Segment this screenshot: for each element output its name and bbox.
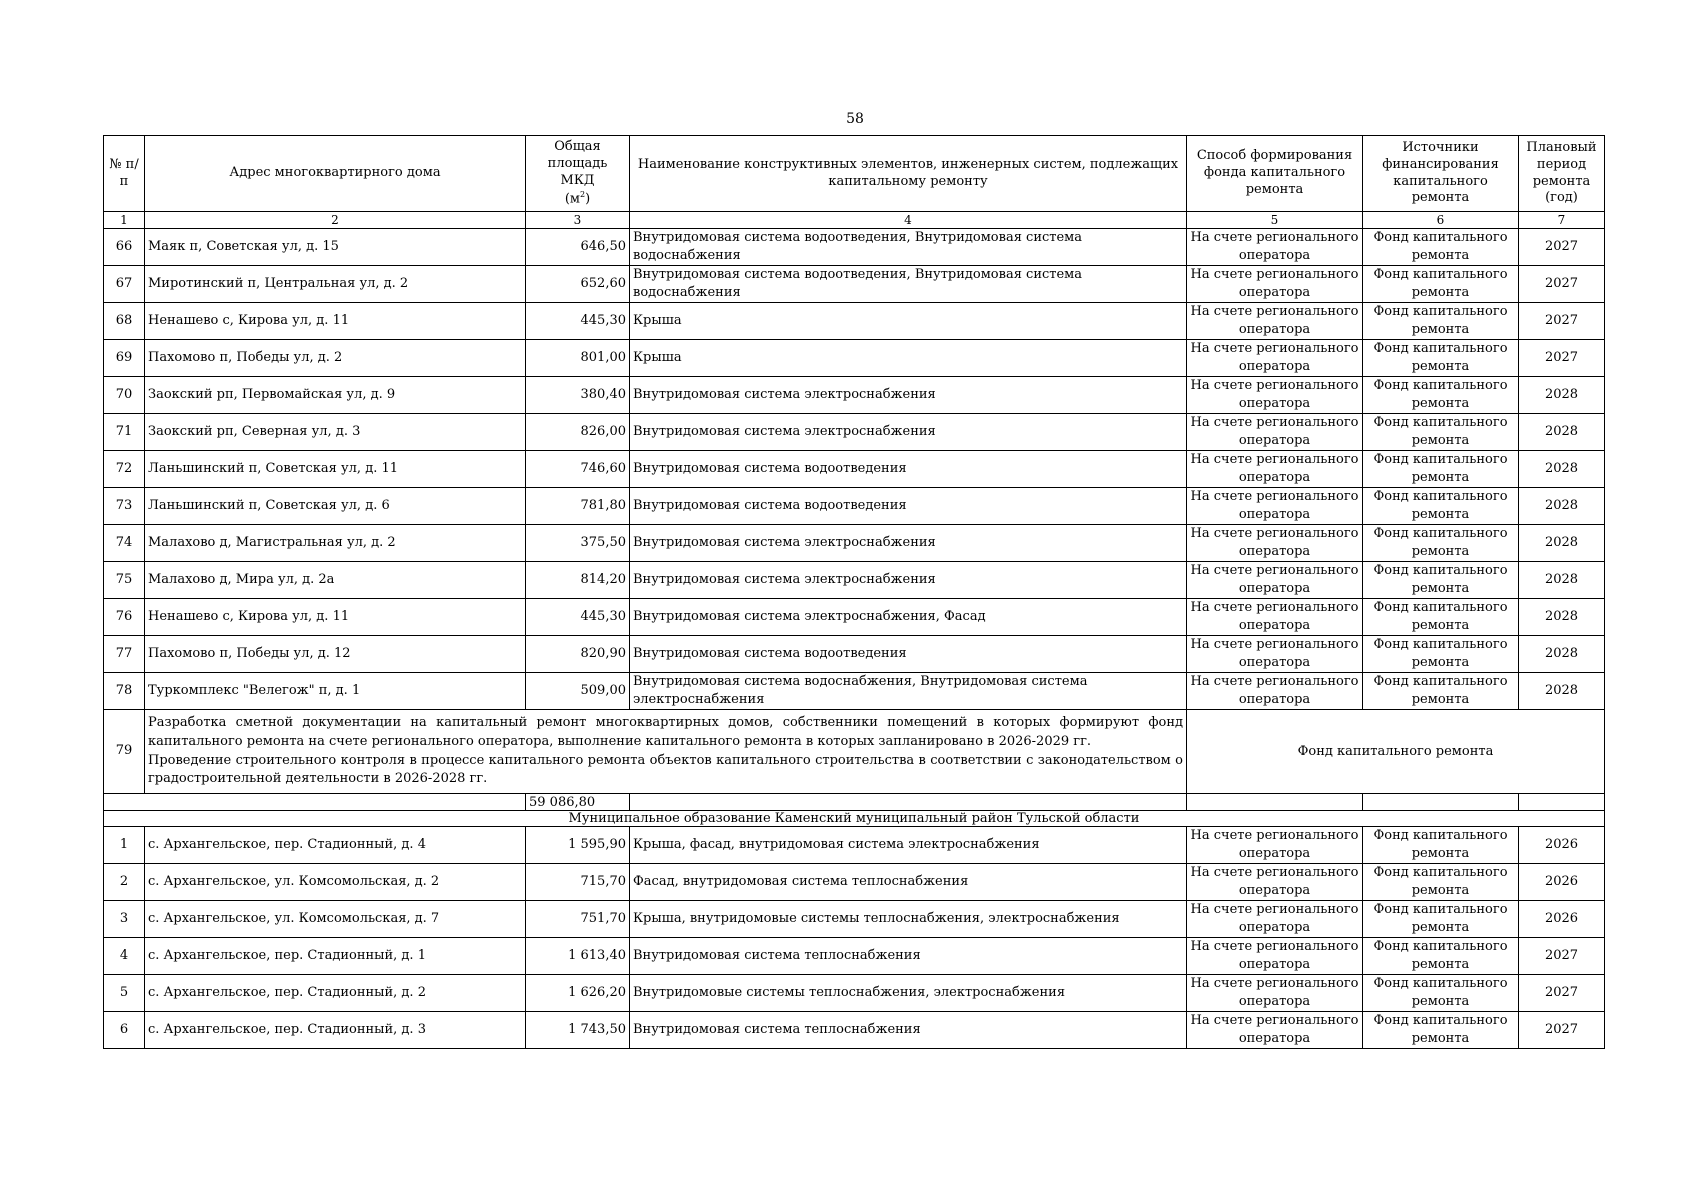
row-elements: Крыша, внутридомовые системы теплоснабжения, электроснабжения	[630, 901, 1187, 938]
header-address: Адрес многоквартирного дома	[145, 136, 526, 212]
row-area: 646,50	[526, 229, 630, 266]
row-fund-method: На счете регионального оператора	[1187, 1012, 1363, 1049]
table-row	[104, 636, 1605, 673]
row-fund-method: На счете регионального оператора	[1187, 599, 1363, 636]
row-number: 74	[104, 525, 145, 562]
row-fund-method: На счете регионального оператора	[1187, 525, 1363, 562]
header-num: № п/п	[104, 136, 145, 212]
row-number: 5	[104, 975, 145, 1012]
row-number: 73	[104, 488, 145, 525]
row-address: с. Архангельское, пер. Стадионный, д. 3	[145, 1012, 526, 1049]
row-address: Заокский рп, Первомайская ул, д. 9	[145, 377, 526, 414]
table-row	[104, 901, 1605, 938]
row79-text-2: Проведение строительного контроля в процессе капитального ремонта объектов капитального строительства в соответствии с законодательством о градостроительной деятельности в 2026-2028 гг.	[148, 752, 1183, 787]
row-elements: Внутридомовая система водоотведения	[630, 451, 1187, 488]
repair-register-table	[103, 135, 1605, 1049]
row-elements: Внутридомовые системы теплоснабжения, электроснабжения	[630, 975, 1187, 1012]
row-number: 75	[104, 562, 145, 599]
column-number: 2	[145, 212, 526, 229]
row-year: 2028	[1519, 414, 1605, 451]
header-period: Плановый период ремонта (год)	[1519, 136, 1605, 212]
page-number: 58	[846, 111, 864, 127]
row-funding-source: Фонд капитального ремонта	[1363, 414, 1519, 451]
row-number: 77	[104, 636, 145, 673]
row-number: 2	[104, 864, 145, 901]
row-number: 72	[104, 451, 145, 488]
row-fund-method: На счете регионального оператора	[1187, 975, 1363, 1012]
row-year: 2027	[1519, 938, 1605, 975]
row-number: 1	[104, 827, 145, 864]
row-funding-source: Фонд капитального ремонта	[1363, 827, 1519, 864]
row-year: 2027	[1519, 340, 1605, 377]
row-number: 3	[104, 901, 145, 938]
row-address: Ланьшинский п, Советская ул, д. 11	[145, 451, 526, 488]
row-fund-method: На счете регионального оператора	[1187, 377, 1363, 414]
table-row	[104, 975, 1605, 1012]
table-row	[104, 525, 1605, 562]
row-year: 2028	[1519, 525, 1605, 562]
row-address: Ненашево с, Кирова ул, д. 11	[145, 599, 526, 636]
row-area: 1 626,20	[526, 975, 630, 1012]
row-funding-source: Фонд капитального ремонта	[1363, 340, 1519, 377]
header-area	[526, 136, 630, 212]
table-row	[104, 827, 1605, 864]
row-fund-method: На счете регионального оператора	[1187, 636, 1363, 673]
row79-text-1: Разработка сметной документации на капитальный ремонт многоквартирных домов, собственники помещений в которых формируют фонд капитального ремонта на счете регионального оператора, выполнение капитального ремонта в которых запланировано в 2026-2029 гг.	[148, 714, 1183, 749]
row-area: 781,80	[526, 488, 630, 525]
row-elements: Крыша	[630, 303, 1187, 340]
row-number: 76	[104, 599, 145, 636]
row-address: с. Архангельское, ул. Комсомольская, д. 2	[145, 864, 526, 901]
row-year: 2027	[1519, 1012, 1605, 1049]
row-address: с. Архангельское, пер. Стадионный, д. 2	[145, 975, 526, 1012]
row-address: Малахово д, Магистральная ул, д. 2	[145, 525, 526, 562]
row-elements: Внутридомовая система электроснабжения	[630, 525, 1187, 562]
row-area: 1 613,40	[526, 938, 630, 975]
row-elements: Внутридомовая система водоотведения	[630, 636, 1187, 673]
total-empty	[1187, 794, 1363, 811]
row-year: 2028	[1519, 488, 1605, 525]
row-elements: Внутридомовая система водоснабжения, Внутридомовая система электроснабжения	[630, 673, 1187, 710]
column-number: 3	[526, 212, 630, 229]
row-address: Маяк п, Советская ул, д. 15	[145, 229, 526, 266]
row-address: Заокский рп, Северная ул, д. 3	[145, 414, 526, 451]
row-elements: Крыша	[630, 340, 1187, 377]
row-funding-source: Фонд капитального ремонта	[1363, 303, 1519, 340]
row-fund-method: На счете регионального оператора	[1187, 303, 1363, 340]
row-area: 445,30	[526, 303, 630, 340]
row-funding-source: Фонд капитального ремонта	[1363, 266, 1519, 303]
row-year: 2027	[1519, 229, 1605, 266]
table-row	[104, 864, 1605, 901]
table-row	[104, 938, 1605, 975]
table-row	[104, 488, 1605, 525]
row-area: 380,40	[526, 377, 630, 414]
row-funding-source: Фонд капитального ремонта	[1363, 975, 1519, 1012]
row-area: 1 595,90	[526, 827, 630, 864]
row-year: 2028	[1519, 562, 1605, 599]
row-address: Миротинский п, Центральная ул, д. 2	[145, 266, 526, 303]
row-address: Пахомово п, Победы ул, д. 2	[145, 340, 526, 377]
row-area: 820,90	[526, 636, 630, 673]
row-address: с. Архангельское, пер. Стадионный, д. 4	[145, 827, 526, 864]
row-funding-source: Фонд капитального ремонта	[1363, 562, 1519, 599]
row-area: 715,70	[526, 864, 630, 901]
row-area: 375,50	[526, 525, 630, 562]
row-elements: Внутридомовая система водоотведения, Внутридомовая система водоснабжения	[630, 266, 1187, 303]
row-elements: Внутридомовая система водоотведения	[630, 488, 1187, 525]
row-year: 2026	[1519, 901, 1605, 938]
table-row	[104, 673, 1605, 710]
row-funding-source: Фонд капитального ремонта	[1363, 525, 1519, 562]
row-number: 71	[104, 414, 145, 451]
column-number: 6	[1363, 212, 1519, 229]
row-number: 66	[104, 229, 145, 266]
row-address: Туркомплекс "Велегож" п, д. 1	[145, 673, 526, 710]
row-address: Ланьшинский п, Советская ул, д. 6	[145, 488, 526, 525]
row-elements: Внутридомовая система электроснабжения, Фасад	[630, 599, 1187, 636]
row-number: 69	[104, 340, 145, 377]
row-fund-method: На счете регионального оператора	[1187, 414, 1363, 451]
row-area: 445,30	[526, 599, 630, 636]
row-year: 2026	[1519, 864, 1605, 901]
table-row	[104, 229, 1605, 266]
table-row	[104, 562, 1605, 599]
header-fund: Способ формирования фонда капитального ремонта	[1187, 136, 1363, 212]
table-row-79	[104, 710, 1605, 794]
municipality-heading: Муниципальное образование Каменский муниципальный район Тульской области	[104, 811, 1605, 827]
row-fund-method: На счете регионального оператора	[1187, 901, 1363, 938]
row-funding-source: Фонд капитального ремонта	[1363, 1012, 1519, 1049]
row-number: 78	[104, 673, 145, 710]
row-funding-source: Фонд капитального ремонта	[1363, 599, 1519, 636]
header-area-unit-sup: 2	[580, 189, 586, 199]
table-row	[104, 414, 1605, 451]
row-elements: Внутридомовая система водоотведения, Внутридомовая система водоснабжения	[630, 229, 1187, 266]
column-number: 5	[1187, 212, 1363, 229]
row-elements: Крыша, фасад, внутридомовая система электроснабжения	[630, 827, 1187, 864]
row-funding-source: Фонд капитального ремонта	[1363, 229, 1519, 266]
row-fund-method: На счете регионального оператора	[1187, 827, 1363, 864]
row-number: 6	[104, 1012, 145, 1049]
municipality-row	[104, 811, 1605, 827]
row-funding-source: Фонд капитального ремонта	[1363, 938, 1519, 975]
row-year: 2028	[1519, 377, 1605, 414]
table-row	[104, 266, 1605, 303]
header-area-line2: площадь МКД	[547, 155, 608, 188]
row-year: 2028	[1519, 599, 1605, 636]
column-number: 4	[630, 212, 1187, 229]
row-address: с. Архангельское, ул. Комсомольская, д. 7	[145, 901, 526, 938]
row79-description	[145, 710, 1187, 794]
header-area-unit-open: (м	[564, 191, 580, 207]
row-number: 68	[104, 303, 145, 340]
row-number: 4	[104, 938, 145, 975]
column-number: 7	[1519, 212, 1605, 229]
row-address: с. Архангельское, пер. Стадионный, д. 1	[145, 938, 526, 975]
row-fund-method: На счете регионального оператора	[1187, 340, 1363, 377]
total-empty	[1519, 794, 1605, 811]
row-area: 746,60	[526, 451, 630, 488]
total-area: 59 086,80	[526, 794, 630, 811]
row-area: 801,00	[526, 340, 630, 377]
table-row	[104, 451, 1605, 488]
row-area: 652,60	[526, 266, 630, 303]
row-year: 2027	[1519, 303, 1605, 340]
table-row	[104, 303, 1605, 340]
row-funding-source: Фонд капитального ремонта	[1363, 864, 1519, 901]
row-year: 2028	[1519, 451, 1605, 488]
table-row	[104, 377, 1605, 414]
row-funding-source: Фонд капитального ремонта	[1363, 377, 1519, 414]
table-row	[104, 340, 1605, 377]
row-year: 2028	[1519, 673, 1605, 710]
row-funding-source: Фонд капитального ремонта	[1363, 636, 1519, 673]
row-funding-source: Фонд капитального ремонта	[1363, 488, 1519, 525]
row-address: Малахово д, Мира ул, д. 2а	[145, 562, 526, 599]
row-funding-source: Фонд капитального ремонта	[1363, 451, 1519, 488]
row79-funding-source: Фонд капитального ремонта	[1187, 710, 1605, 794]
row-elements: Внутридомовая система электроснабжения	[630, 414, 1187, 451]
row-fund-method: На счете регионального оператора	[1187, 488, 1363, 525]
row-number: 70	[104, 377, 145, 414]
header-area-line1: Общая	[554, 139, 601, 155]
header-row	[104, 136, 1605, 212]
total-label-cell	[104, 794, 526, 811]
row-fund-method: На счете регионального оператора	[1187, 451, 1363, 488]
row-year: 2026	[1519, 827, 1605, 864]
row-area: 1 743,50	[526, 1012, 630, 1049]
row-year: 2027	[1519, 975, 1605, 1012]
table-row	[104, 599, 1605, 636]
row-area: 814,20	[526, 562, 630, 599]
header-area-unit-close: )	[585, 191, 591, 207]
total-empty	[630, 794, 1187, 811]
header-source: Источники финансирования капитального ремонта	[1363, 136, 1519, 212]
row-fund-method: На счете регионального оператора	[1187, 673, 1363, 710]
row-year: 2027	[1519, 266, 1605, 303]
row-fund-method: На счете регионального оператора	[1187, 938, 1363, 975]
row-year: 2028	[1519, 636, 1605, 673]
row-number: 67	[104, 266, 145, 303]
total-empty	[1363, 794, 1519, 811]
row-fund-method: На счете регионального оператора	[1187, 266, 1363, 303]
row-funding-source: Фонд капитального ремонта	[1363, 901, 1519, 938]
row-funding-source: Фонд капитального ремонта	[1363, 673, 1519, 710]
total-row	[104, 794, 1605, 811]
row-number: 79	[104, 710, 145, 794]
column-number: 1	[104, 212, 145, 229]
row-elements: Внутридомовая система электроснабжения	[630, 377, 1187, 414]
row-area: 751,70	[526, 901, 630, 938]
row-fund-method: На счете регионального оператора	[1187, 229, 1363, 266]
row-address: Ненашево с, Кирова ул, д. 11	[145, 303, 526, 340]
row-fund-method: На счете регионального оператора	[1187, 864, 1363, 901]
row-elements: Внутридомовая система теплоснабжения	[630, 1012, 1187, 1049]
row-elements: Внутридомовая система электроснабжения	[630, 562, 1187, 599]
row-address: Пахомово п, Победы ул, д. 12	[145, 636, 526, 673]
table-row	[104, 1012, 1605, 1049]
row-elements: Внутридомовая система теплоснабжения	[630, 938, 1187, 975]
header-elements: Наименование конструктивных элементов, инженерных систем, подлежащих капитальному ремонту	[630, 136, 1187, 212]
row-elements: Фасад, внутридомовая система теплоснабжения	[630, 864, 1187, 901]
row-area: 509,00	[526, 673, 630, 710]
column-number-row	[104, 212, 1605, 229]
row-fund-method: На счете регионального оператора	[1187, 562, 1363, 599]
row-area: 826,00	[526, 414, 630, 451]
